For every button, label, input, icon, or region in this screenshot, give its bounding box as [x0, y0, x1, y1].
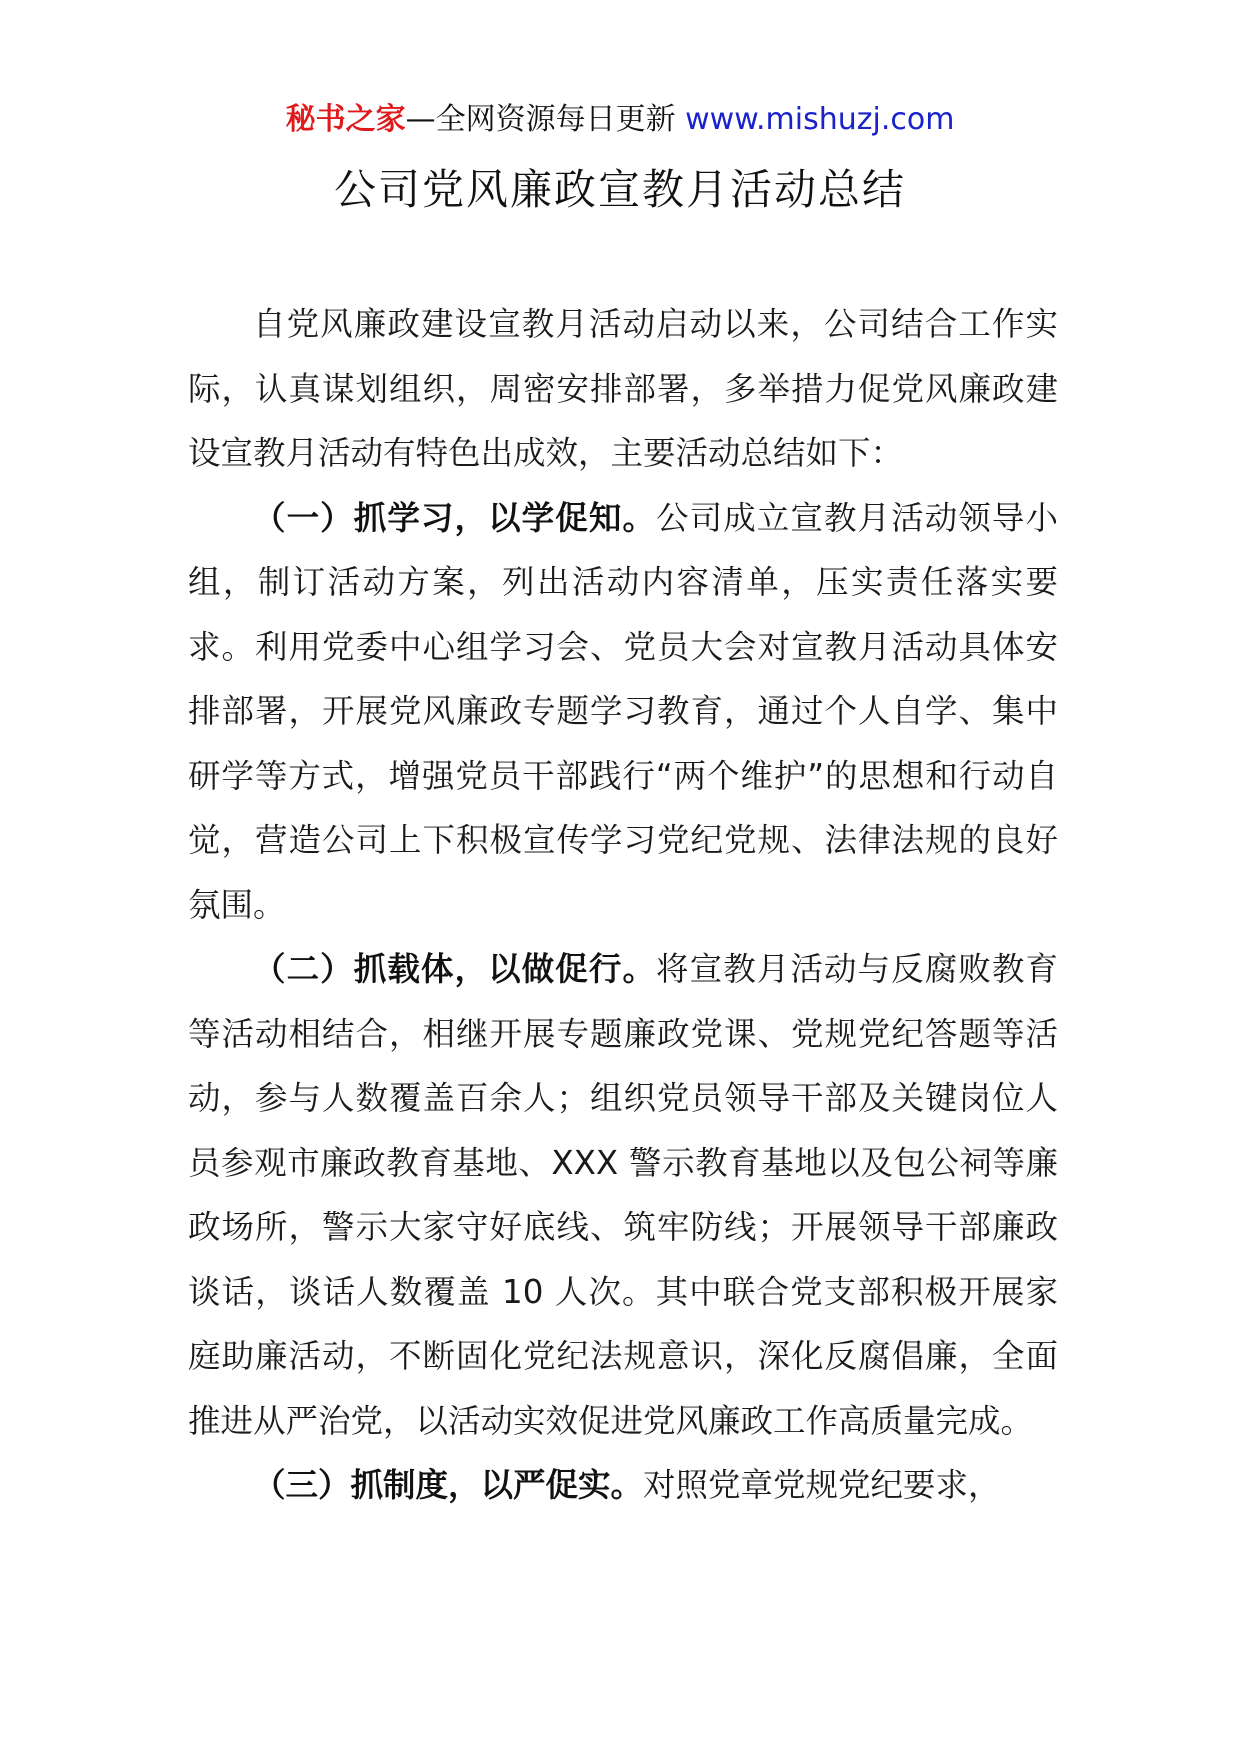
section-paragraph	[188, 937, 1058, 1453]
document-body	[188, 292, 1058, 1518]
site-header	[0, 100, 1240, 140]
section-heading: （二）抓载体，以做促行。	[253, 950, 657, 988]
section-text: 将宣教月活动与反腐败教育等活动相结合，相继开展专题廉政党课、党规党纪答题等活动，参与人数覆盖百余人；组织党员领导干部及关键岗位人员参观市廉政教育基地、XXX 警示教育基地以及包公祠等廉政场所，警示大家守好底线、筑牢防线；开展领导干部廉政谈话，谈话人数覆盖 10 人次。其中联合党支部积极开展家庭助廉活动，不断固化党纪法规意识，深化反腐倡廉，全面推进从严治党，以活动实效促进党风廉政工作高质量完成。	[188, 950, 1058, 1440]
section-heading: （一）抓学习，以学促知。	[253, 498, 657, 537]
section-text: 公司成立宣教月活动领导小组，制订活动方案，列出活动内容清单，压实责任落实要求。利用党委中心组学习会、党员大会对宣教月活动具体安排部署，开展党风廉政专题学习教育，通过个人自学、集中研学等方式，增强党员干部践行“两个维护”的思想和行动自觉，营造公司上下积极宣传学习党纪党规、法律法规的良好氛围。	[188, 498, 1058, 924]
document-title: 公司党风廉政宣教月活动总结	[333, 165, 906, 214]
section-paragraph	[188, 1453, 1058, 1518]
header-tagline: —全网资源每日更新	[405, 102, 676, 137]
intro-paragraph: 自党风廉政建设宣教月活动启动以来，公司结合工作实际，认真谋划组织，周密安排部署，多举措力促党风廉政建设宣教月活动有特色出成效，主要活动总结如下：	[188, 305, 1058, 472]
brand-name: 秘书之家	[285, 102, 406, 137]
section-paragraph	[188, 486, 1058, 938]
site-url-link[interactable]: www.mishuzj.com	[685, 102, 955, 137]
section-text: 对照党章党规党纪要求，	[643, 1466, 1001, 1504]
section-heading: （三）抓制度，以严促实。	[253, 1466, 644, 1504]
